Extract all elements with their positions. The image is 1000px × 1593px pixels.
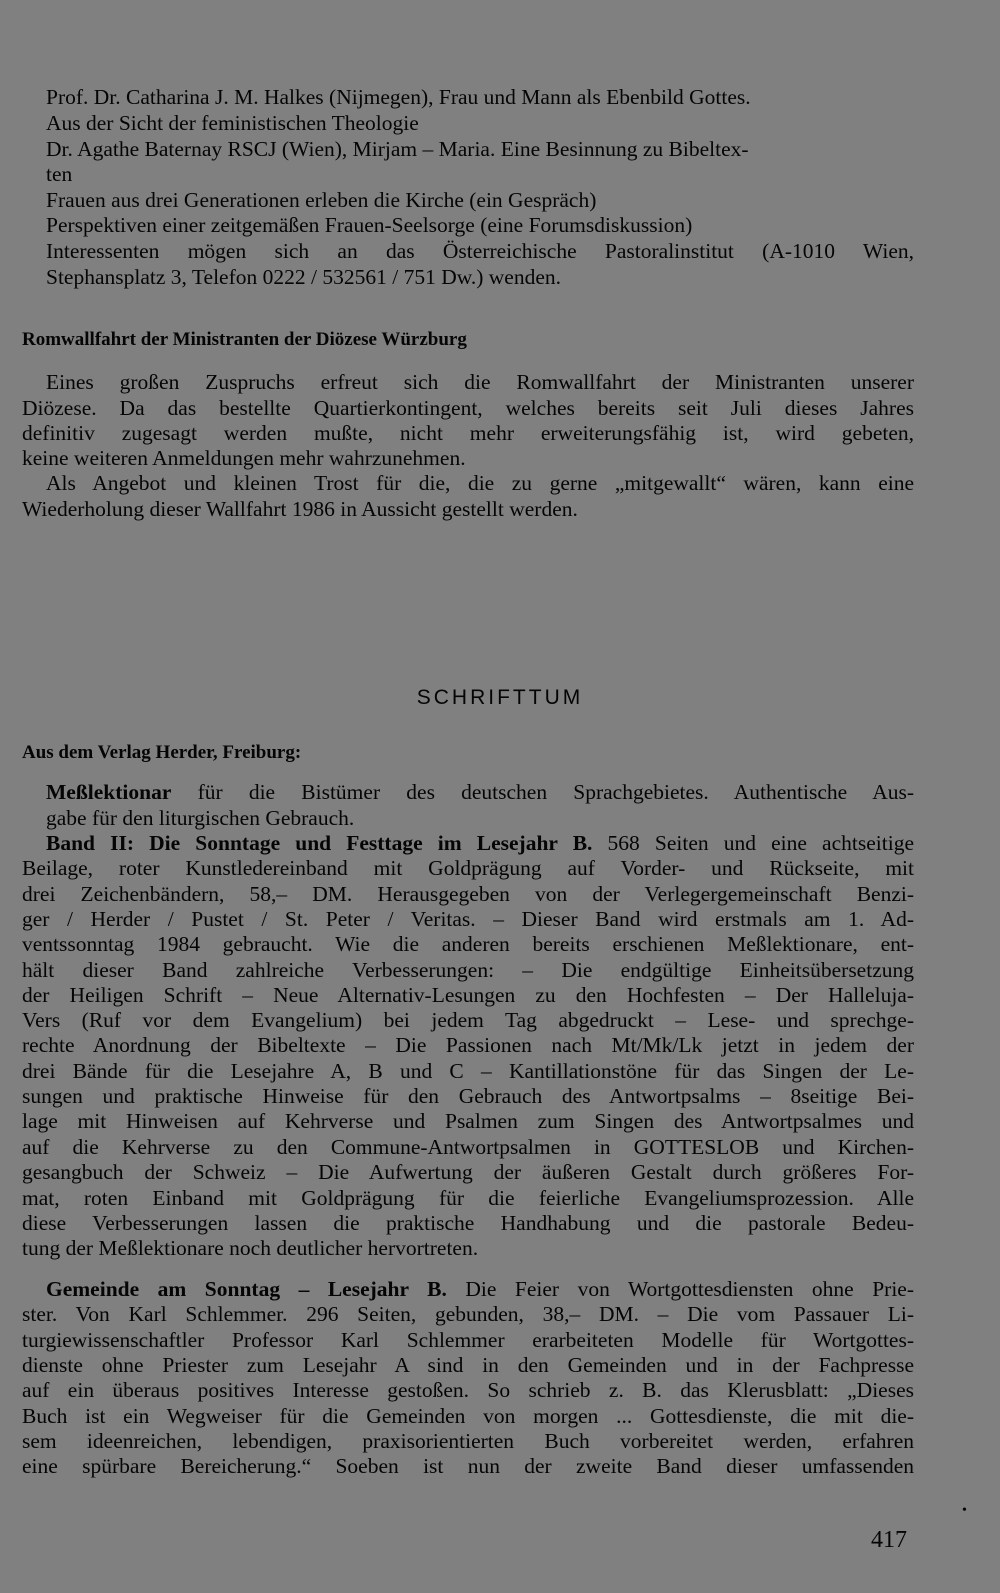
text-span: Die Feier von Wortgottesdiensten ohne Prie- [446, 1277, 914, 1301]
text-line: ten [46, 162, 73, 186]
text-line: turgiewissenschaftler Professor Karl Schlemmer erarbeiteten Modelle für Wortgottes- [22, 1328, 914, 1352]
text-line: gesangbuch der Schweiz – Die Aufwertung der äußeren Gestalt durch größeres For- [22, 1160, 914, 1184]
text-line: sem ideenreichen, lebendigen, praxisorientierten Buch vorbereitet werden, erfahren [22, 1429, 914, 1453]
text-line: dienste ohne Priester zum Lesejahr A sind in den Gemeinden und in der Fachpresse [22, 1353, 914, 1377]
publisher-heading: Aus dem Verlag Herder, Freiburg: [22, 742, 302, 763]
text-line [46, 830, 914, 856]
text-line: auf die Kehrverse zu den Commune-Antwortpsalmen in GOTTESLOB und Kirchen- [22, 1135, 914, 1159]
text-line: Eines großen Zuspruchs erfreut sich die Romwallfahrt der Ministranten unserer [46, 370, 914, 394]
text-line [46, 779, 914, 805]
text-line: sungen und praktische Hinweise für den Gebrauch des Antwortpsalms – 8seitige Bei- [22, 1084, 914, 1108]
text-line: Interessenten mögen sich an das Österreichische Pastoralinstitut (A-1010 Wien, [46, 239, 914, 263]
stray-mark: • [962, 1503, 967, 1518]
section-heading: Romwallfahrt der Ministranten der Diözese Würzburg [22, 329, 467, 350]
text-line: eine spürbare Bereicherung.“ Soeben ist nun der zweite Band dieser umfassenden [22, 1454, 914, 1478]
text-line: mat, roten Einband mit Goldprägung für die feierliche Evangeliumsprozession. Alle [22, 1186, 914, 1210]
book-subtitle: Band II: Die Sonntage und Festtage im Lesejahr B. [46, 831, 593, 855]
text-line: Perspektiven einer zeitgemäßen Frauen-Seelsorge (eine Forumsdiskussion) [46, 213, 693, 237]
text-line: Als Angebot und kleinen Trost für die, die zu gerne „mitgewallt“ wären, kann eine [46, 471, 914, 495]
text-line: gabe für den liturgischen Gebrauch. [46, 806, 355, 830]
text-line: definitiv zugesagt werden mußte, nicht mehr erweiterungsfähig ist, wird gebeten, [22, 421, 914, 445]
text-span: 568 Seiten und eine achtseitige [592, 831, 914, 855]
text-line: Vers (Ruf vor dem Evangelium) bei jedem Tag abgedruckt – Lese- und sprechge- [22, 1008, 914, 1032]
text-line: keine weiteren Anmeldungen mehr wahrzunehmen. [22, 446, 466, 470]
section-title: SCHRIFTTUM [416, 686, 584, 709]
text-line: Stephansplatz 3, Telefon 0222 / 532561 / 751 Dw.) wenden. [46, 265, 562, 289]
text-line: rechte Anordnung der Bibeltexte – Die Passionen nach Mt/Mk/Lk jetzt in jedem der [22, 1033, 914, 1057]
text-line: drei Bände für die Lesejahre A, B und C – Kantillationstöne für das Singen der Le- [22, 1059, 914, 1083]
text-line: drei Zeichenbändern, 58,– DM. Herausgegeben von der Verlegergemeinschaft Benzi- [22, 882, 914, 906]
text-line: diese Verbesserungen lassen die praktische Handhabung und die pastorale Bedeu- [22, 1211, 914, 1235]
book-title: Meßlektionar [46, 780, 172, 804]
text-line: Frauen aus drei Generationen erleben die Kirche (ein Gespräch) [46, 188, 597, 212]
text-line: ger / Herder / Pustet / St. Peter / Veritas. – Dieser Band wird erstmals am 1. Ad- [22, 907, 914, 931]
text-line: lage mit Hinweisen auf Kehrverse und Psalmen zum Singen des Antwortpsalmes und [22, 1109, 914, 1133]
text-line: auf ein überaus positives Interesse gestoßen. So schrieb z. B. das Klerusblatt: „Dieses [22, 1378, 914, 1402]
text-line: Prof. Dr. Catharina J. M. Halkes (Nijmegen), Frau und Mann als Ebenbild Gottes. [46, 85, 751, 109]
text-line: Aus der Sicht der feministischen Theologie [46, 111, 419, 135]
text-line: Dr. Agathe Baternay RSCJ (Wien), Mirjam – Maria. Eine Besinnung zu Bibeltex- [46, 137, 749, 161]
text-line: ventssonntag 1984 gebraucht. Wie die anderen bereits erschienen Meßlektionare, ent- [22, 932, 914, 956]
book-title: Gemeinde am Sonntag – Lesejahr B. [46, 1277, 447, 1301]
text-line: Wiederholung dieser Wallfahrt 1986 in Aussicht gestellt werden. [22, 497, 578, 521]
text-line: ster. Von Karl Schlemmer. 296 Seiten, gebunden, 38,– DM. – Die vom Passauer Li- [22, 1302, 914, 1326]
text-line: Diözese. Da das bestellte Quartierkontingent, welches bereits seit Juli dieses Jahres [22, 396, 914, 420]
text-line: tung der Meßlektionare noch deutlicher hervortreten. [22, 1236, 479, 1260]
text-line: der Heiligen Schrift – Neue Alternativ-Lesungen zu den Hochfesten – Der Halleluja- [22, 983, 914, 1007]
page-number: 417 [871, 1527, 907, 1553]
text-line [46, 1276, 914, 1302]
text-span: für die Bistümer des deutschen Sprachgebietes. Authentische Aus- [171, 780, 914, 804]
text-line: Beilage, roter Kunstledereinband mit Goldprägung auf Vorder- und Rückseite, mit [22, 856, 914, 880]
text-line: hält dieser Band zahlreiche Verbesserungen: – Die endgültige Einheitsübersetzung [22, 958, 914, 982]
text-line: Buch ist ein Wegweiser für die Gemeinden von morgen ... Gottesdienste, die mit die- [22, 1404, 914, 1428]
